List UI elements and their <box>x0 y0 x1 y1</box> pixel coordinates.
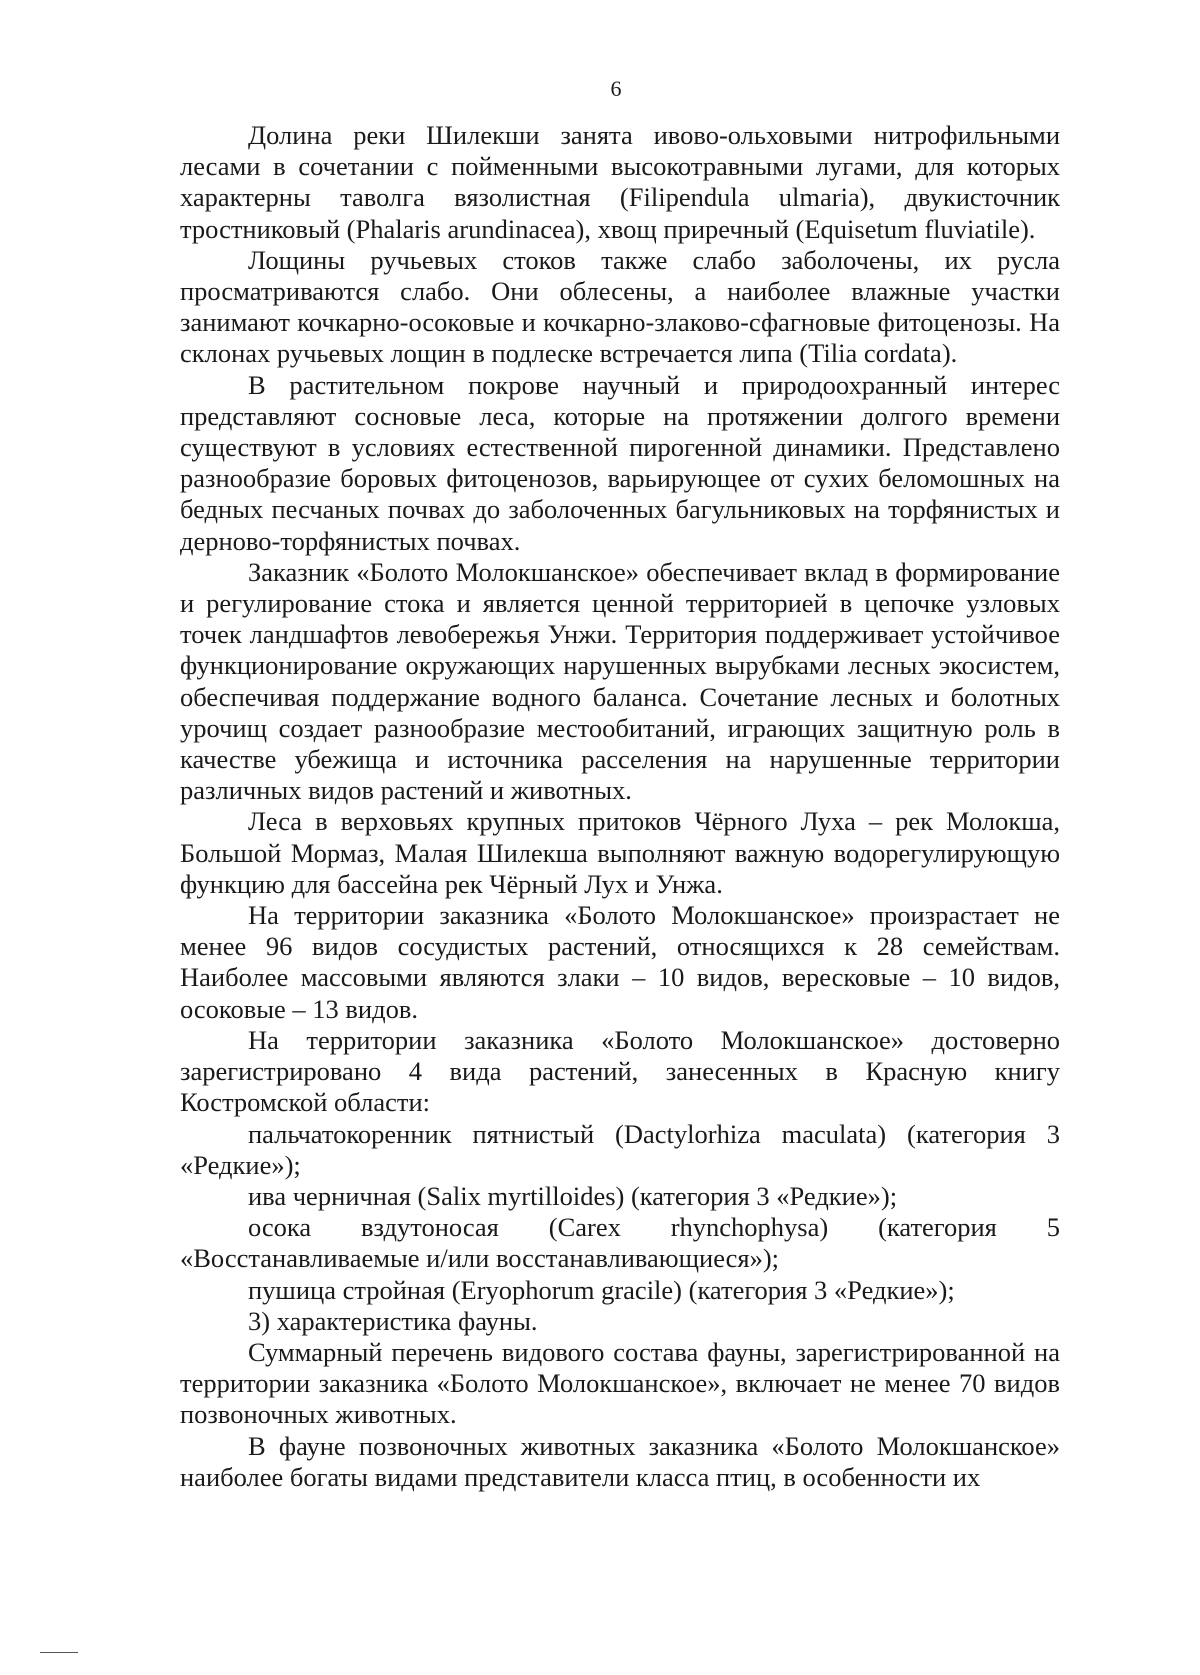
list-item-carex: осока вздутоносая (Carex rhynchophysa) (категория 5 «Восстанавливаемые и/или восстанавливающиеся»); <box>180 1212 1060 1274</box>
list-item-salix: ива черничная (Salix myrtilloides) (категория 3 «Редкие»); <box>248 1180 898 1211</box>
list-item-eryophorum: пушица стройная (Eryophorum gracile) (категория 3 «Редкие»); <box>248 1274 955 1305</box>
paragraph-shilekshi-valley: Долина реки Шилекши занята ивово-ольховыми нитрофильными лесами в сочетании с пойменными высокотравными лугами, для которых характерны таволга вязолистная (Filipendula ulmaria), двукисточник тростниковый (Phalaris arundinacea), хвощ приречный (Equisetum fluviatile). <box>180 120 1060 244</box>
page-number: 6 <box>610 76 622 101</box>
paragraph-headwater-forests: Леса в верховьях крупных притоков Чёрного Луха – рек Молокша, Большой Мормаз, Малая Шилекша выполняют важную водорегулирующую функцию для бассейна рек Чёрный Лух и Унжа. <box>180 806 1060 899</box>
paragraph-stream-hollows: Лощины ручьевых стоков также слабо заболочены, их русла просматриваются слабо. Они облесены, а наиболее влажные участки занимают кочкарно-осоковые и кочкарно-злаково-сфагновые фитоценозы. На склонах ручьевых лощин в подлеске встречается липа (Tilia cordata). <box>180 244 1060 369</box>
paragraph-pine-forests: В растительном покрове научный и природоохранный интерес представляют сосновые леса, которые на протяжении долгого времени существуют в условиях естественной пирогенной динамики. Представлено разнообразие боровых фитоценозов, варьирующее от сухих беломошных на бедных песчаных почвах до заболоченных багульниковых на торфянистых и дерново-торфянистых почвах. <box>180 369 1060 556</box>
section-heading-fauna: 3) характеристика фауны. <box>248 1305 538 1336</box>
list-item-dactylorhiza: пальчатокоренник пятнистый (Dactylorhiza maculata) (категория 3 «Редкие»); <box>180 1118 1060 1180</box>
paragraph-reserve-role: Заказник «Болото Молокшанское» обеспечивает вклад в формирование и регулирование стока и является ценной территорией в цепочке узловых точек ландшафтов левобережья Унжи. Территория поддерживает устойчивое функционирование окружающих нарушенных вырубками лесных экосистем, обеспечивая поддержание водного баланса. Сочетание лесных и болотных урочищ создает разнообразие местообитаний, играющих защитную роль в качестве убежища и источника расселения на нарушенные территории различных видов растений и животных. <box>180 556 1060 806</box>
paragraph-fauna-birds: В фауне позвоночных животных заказника «Болото Молокшанское» наиболее богаты видами представители класса птиц, в особенности их <box>180 1430 1060 1492</box>
footer-rule <box>40 1652 78 1653</box>
document-body <box>180 120 1060 1493</box>
paragraph-red-book-plants: На территории заказника «Болото Молокшанское» достоверно зарегистрировано 4 вида растений, занесенных в Красную книгу Костромской области: <box>180 1024 1060 1118</box>
paragraph-fauna-summary: Суммарный перечень видового состава фауны, зарегистрированной на территории заказника «Болото Молокшанское», включает не менее 70 видов позвоночных животных. <box>180 1336 1060 1430</box>
paragraph-plant-species-count: На территории заказника «Болото Молокшанское» произрастает не менее 96 видов сосудистых растений, относящихся к 28 семействам. Наиболее массовыми являются злаки – 10 видов, вересковые – 10 видов, осоковые – 13 видов. <box>180 900 1060 1024</box>
